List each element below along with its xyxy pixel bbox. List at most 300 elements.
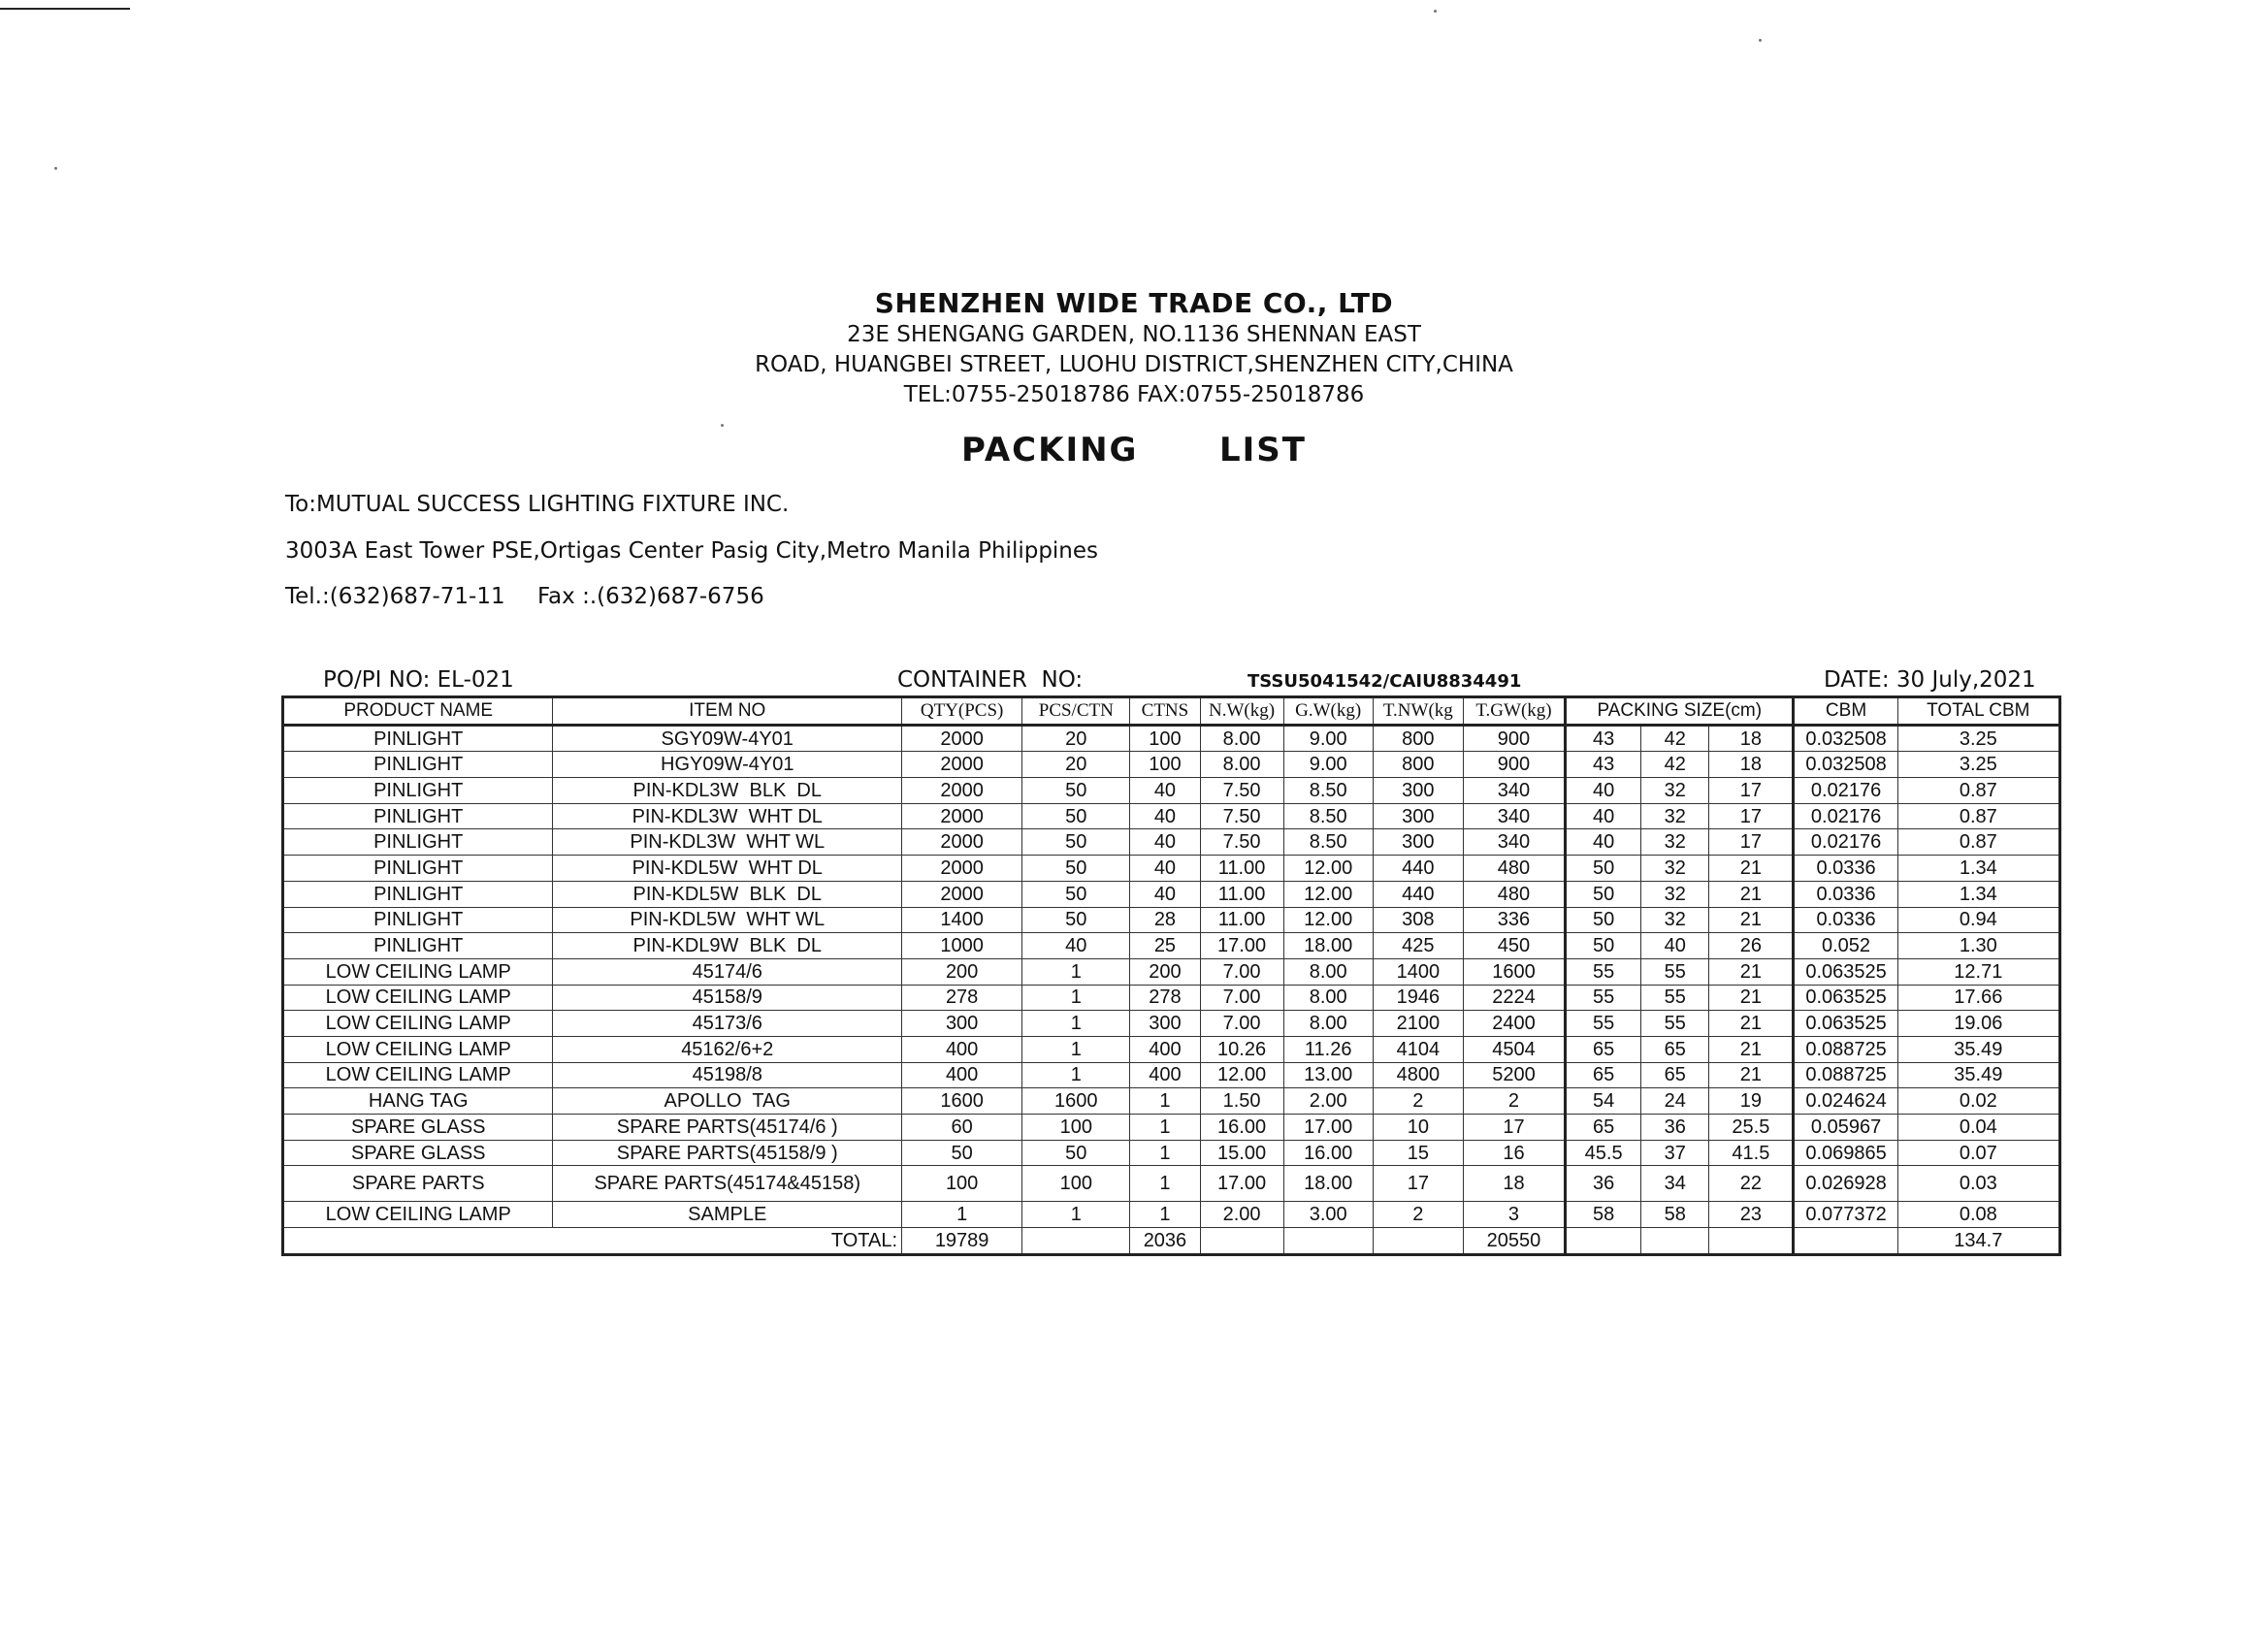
cell-product-name: SPARE PARTS (283, 1166, 553, 1202)
cell-length: 65 (1566, 1036, 1641, 1062)
recipient-tel: Tel.:(632)687-71-11 (285, 584, 505, 609)
cell-gw: 9.00 (1283, 752, 1373, 778)
cell-total-cbm: 0.87 (1897, 803, 2059, 829)
cell-height: 21 (1709, 1011, 1794, 1037)
table-row (283, 958, 2060, 985)
col-header-product-name: PRODUCT NAME (283, 697, 553, 726)
cell-total-cbm: 3.25 (1897, 752, 2059, 778)
cell-product-name: SPARE GLASS (283, 1115, 553, 1141)
cell-tgw: 4504 (1463, 1036, 1565, 1062)
cell-ctns: 100 (1130, 752, 1200, 778)
cell-ctns: 400 (1130, 1036, 1200, 1062)
table-row (283, 1011, 2060, 1037)
cell-height: 21 (1709, 958, 1794, 985)
cell-width: 55 (1641, 985, 1709, 1011)
cell-tgw: 340 (1463, 778, 1565, 804)
cell-gw: 3.00 (1283, 1202, 1373, 1228)
cell-ctns: 200 (1130, 958, 1200, 985)
cell-width: 32 (1641, 829, 1709, 856)
cell-cbm: 0.069865 (1794, 1140, 1897, 1166)
cell-pcs-ctn: 1 (1022, 985, 1130, 1011)
cell-qty: 2000 (902, 881, 1022, 907)
col-header-tnw: T.NW(kg (1373, 697, 1463, 726)
scan-speck (54, 167, 57, 170)
cell-pcs-ctn: 1 (1022, 1036, 1130, 1062)
cell-total-cbm: 0.87 (1897, 778, 2059, 804)
cell-ctns: 278 (1130, 985, 1200, 1011)
cell-total-cbm: 0.94 (1897, 907, 2059, 933)
cell-length: 58 (1566, 1202, 1641, 1228)
cell-gw: 17.00 (1283, 1115, 1373, 1141)
cell-pcs-ctn: 50 (1022, 829, 1130, 856)
cell-length: 50 (1566, 907, 1641, 933)
cell-width: 37 (1641, 1140, 1709, 1166)
cell-width: 32 (1641, 778, 1709, 804)
cell-product-name: PINLIGHT (283, 881, 553, 907)
cell-cbm: 0.0336 (1794, 856, 1897, 882)
cell-pcs-ctn: 50 (1022, 907, 1130, 933)
cell-pcs-ctn: 1 (1022, 958, 1130, 985)
cell-cbm: 0.02176 (1794, 829, 1897, 856)
scan-speck (1759, 39, 1762, 42)
cell-qty: 50 (902, 1140, 1022, 1166)
container-label: CONTAINER NO: (897, 667, 1084, 693)
cell-total-cbm: 0.87 (1897, 829, 2059, 856)
cell-item-no: SAMPLE (553, 1202, 902, 1228)
cell-total-cbm: 0.08 (1897, 1202, 2059, 1228)
cell-item-no: HGY09W-4Y01 (553, 752, 902, 778)
recipient-address: 3003A East Tower PSE,Ortigas Center Pasig City,Metro Manila Philippines (285, 538, 1099, 564)
cell-qty: 2000 (902, 778, 1022, 804)
cell-tgw: 340 (1463, 829, 1565, 856)
cell-qty: 1600 (902, 1088, 1022, 1115)
table-row (283, 1036, 2060, 1062)
cell-tgw: 340 (1463, 803, 1565, 829)
cell-cbm: 0.063525 (1794, 1011, 1897, 1037)
cell-nw: 8.00 (1200, 725, 1283, 752)
cell-cbm: 0.052 (1794, 933, 1897, 959)
cell-total-cbm: 19.06 (1897, 1011, 2059, 1037)
cell-product-name: PINLIGHT (283, 752, 553, 778)
cell-gw: 8.00 (1283, 958, 1373, 985)
cell-qty: 2000 (902, 856, 1022, 882)
cell-tnw: 425 (1373, 933, 1463, 959)
cell-pcs-ctn: 1600 (1022, 1088, 1130, 1115)
cell-nw: 1.50 (1200, 1088, 1283, 1115)
cell-length: 50 (1566, 933, 1641, 959)
cell-item-no: PIN-KDL3W WHT DL (553, 803, 902, 829)
col-header-item-no: ITEM NO (553, 697, 902, 726)
cell-product-name: HANG TAG (283, 1088, 553, 1115)
cell-height: 18 (1709, 752, 1794, 778)
cell-total-cbm: 1.34 (1897, 881, 2059, 907)
cell-height: 21 (1709, 985, 1794, 1011)
company-name: SHENZHEN WIDE TRADE CO., LTD (874, 287, 1394, 319)
recipient-fax: Fax :.(632)687-6756 (536, 584, 764, 609)
total-length-empty (1566, 1228, 1641, 1255)
total-tnw-empty (1373, 1228, 1463, 1255)
cell-total-cbm: 0.07 (1897, 1140, 2059, 1166)
top-rule (0, 8, 130, 10)
cell-tgw: 18 (1463, 1166, 1565, 1202)
col-header-ctns: CTNS (1130, 697, 1200, 726)
col-header-nw: N.W(kg) (1200, 697, 1283, 726)
cell-height: 41.5 (1709, 1140, 1794, 1166)
cell-qty: 2000 (902, 803, 1022, 829)
cell-cbm: 0.088725 (1794, 1036, 1897, 1062)
cell-cbm: 0.026928 (1794, 1166, 1897, 1202)
total-qty: 19789 (902, 1228, 1022, 1255)
cell-gw: 12.00 (1283, 907, 1373, 933)
cell-nw: 8.00 (1200, 752, 1283, 778)
cell-nw: 11.00 (1200, 907, 1283, 933)
col-header-total-cbm: TOTAL CBM (1897, 697, 2059, 726)
table-row (283, 1140, 2060, 1166)
cell-item-no: 45198/8 (553, 1062, 902, 1088)
cell-height: 17 (1709, 803, 1794, 829)
cell-length: 50 (1566, 856, 1641, 882)
cell-item-no: SPARE PARTS(45174/6 ) (553, 1115, 902, 1141)
cell-nw: 7.50 (1200, 778, 1283, 804)
cell-length: 65 (1566, 1062, 1641, 1088)
cell-tnw: 2100 (1373, 1011, 1463, 1037)
cell-item-no: PIN-KDL9W BLK DL (553, 933, 902, 959)
cell-ctns: 300 (1130, 1011, 1200, 1037)
cell-qty: 60 (902, 1115, 1022, 1141)
cell-height: 26 (1709, 933, 1794, 959)
cell-nw: 11.00 (1200, 881, 1283, 907)
cell-cbm: 0.05967 (1794, 1115, 1897, 1141)
cell-nw: 7.00 (1200, 958, 1283, 985)
cell-tgw: 16 (1463, 1140, 1565, 1166)
cell-height: 21 (1709, 881, 1794, 907)
cell-ctns: 40 (1130, 856, 1200, 882)
table-row (283, 985, 2060, 1011)
cell-pcs-ctn: 100 (1022, 1115, 1130, 1141)
col-header-tgw: T.GW(kg) (1463, 697, 1565, 726)
cell-length: 40 (1566, 829, 1641, 856)
cell-width: 32 (1641, 856, 1709, 882)
cell-width: 55 (1641, 1011, 1709, 1037)
cell-tnw: 1946 (1373, 985, 1463, 1011)
scan-speck (721, 424, 724, 427)
cell-tgw: 480 (1463, 856, 1565, 882)
cell-tnw: 308 (1373, 907, 1463, 933)
cell-item-no: 45158/9 (553, 985, 902, 1011)
cell-width: 32 (1641, 803, 1709, 829)
col-header-gw: G.W(kg) (1283, 697, 1373, 726)
col-header-cbm: CBM (1794, 697, 1897, 726)
container-number: TSSU5041542/CAIU8834491 (1247, 671, 1522, 692)
cell-total-cbm: 35.49 (1897, 1062, 2059, 1088)
cell-tgw: 1600 (1463, 958, 1565, 985)
table-row (283, 1166, 2060, 1202)
cell-tgw: 2224 (1463, 985, 1565, 1011)
cell-pcs-ctn: 20 (1022, 752, 1130, 778)
cell-gw: 8.00 (1283, 985, 1373, 1011)
total-pcs-ctn-empty (1022, 1228, 1130, 1255)
table-row (283, 1202, 2060, 1228)
recipient-contact (285, 584, 764, 609)
cell-product-name: LOW CEILING LAMP (283, 1062, 553, 1088)
cell-width: 32 (1641, 881, 1709, 907)
cell-cbm: 0.02176 (1794, 778, 1897, 804)
recipient-name: To:MUTUAL SUCCESS LIGHTING FIXTURE INC. (285, 492, 790, 517)
cell-gw: 8.00 (1283, 1011, 1373, 1037)
cell-length: 55 (1566, 1011, 1641, 1037)
cell-tnw: 440 (1373, 881, 1463, 907)
cell-tnw: 10 (1373, 1115, 1463, 1141)
table-row (283, 933, 2060, 959)
cell-cbm: 0.032508 (1794, 725, 1897, 752)
cell-qty: 400 (902, 1062, 1022, 1088)
cell-product-name: LOW CEILING LAMP (283, 1011, 553, 1037)
cell-pcs-ctn: 50 (1022, 1140, 1130, 1166)
cell-length: 43 (1566, 725, 1641, 752)
cell-qty: 300 (902, 1011, 1022, 1037)
cell-cbm: 0.088725 (1794, 1062, 1897, 1088)
cell-total-cbm: 12.71 (1897, 958, 2059, 985)
table-row (283, 778, 2060, 804)
cell-total-cbm: 3.25 (1897, 725, 2059, 752)
cell-qty: 200 (902, 958, 1022, 985)
cell-item-no: PIN-KDL5W WHT DL (553, 856, 902, 882)
cell-tnw: 4104 (1373, 1036, 1463, 1062)
cell-width: 36 (1641, 1115, 1709, 1141)
cell-nw: 12.00 (1200, 1062, 1283, 1088)
cell-item-no: PIN-KDL3W BLK DL (553, 778, 902, 804)
cell-length: 45.5 (1566, 1140, 1641, 1166)
cell-pcs-ctn: 50 (1022, 778, 1130, 804)
total-cbm-empty (1794, 1228, 1897, 1255)
cell-product-name: PINLIGHT (283, 829, 553, 856)
cell-nw: 7.00 (1200, 985, 1283, 1011)
total-ctns: 2036 (1130, 1228, 1200, 1255)
cell-pcs-ctn: 1 (1022, 1011, 1130, 1037)
cell-pcs-ctn: 50 (1022, 803, 1130, 829)
table-row (283, 856, 2060, 882)
cell-ctns: 1 (1130, 1088, 1200, 1115)
cell-tgw: 17 (1463, 1115, 1565, 1141)
cell-ctns: 1 (1130, 1115, 1200, 1141)
table-row (283, 725, 2060, 752)
cell-width: 42 (1641, 725, 1709, 752)
cell-tgw: 5200 (1463, 1062, 1565, 1088)
cell-ctns: 40 (1130, 778, 1200, 804)
cell-tnw: 800 (1373, 752, 1463, 778)
total-label: TOTAL: (283, 1228, 902, 1255)
total-width-empty (1641, 1228, 1709, 1255)
table-row (283, 803, 2060, 829)
cell-total-cbm: 0.02 (1897, 1088, 2059, 1115)
cell-ctns: 40 (1130, 881, 1200, 907)
cell-gw: 8.50 (1283, 829, 1373, 856)
cell-total-cbm: 17.66 (1897, 985, 2059, 1011)
cell-tgw: 2 (1463, 1088, 1565, 1115)
cell-qty: 2000 (902, 829, 1022, 856)
cell-width: 65 (1641, 1062, 1709, 1088)
cell-length: 50 (1566, 881, 1641, 907)
cell-nw: 11.00 (1200, 856, 1283, 882)
cell-ctns: 40 (1130, 803, 1200, 829)
cell-gw: 11.26 (1283, 1036, 1373, 1062)
cell-height: 25.5 (1709, 1115, 1794, 1141)
cell-tgw: 3 (1463, 1202, 1565, 1228)
cell-tnw: 15 (1373, 1140, 1463, 1166)
cell-product-name: PINLIGHT (283, 778, 553, 804)
cell-product-name: SPARE GLASS (283, 1140, 553, 1166)
cell-nw: 15.00 (1200, 1140, 1283, 1166)
cell-nw: 10.26 (1200, 1036, 1283, 1062)
cell-total-cbm: 35.49 (1897, 1036, 2059, 1062)
cell-length: 40 (1566, 803, 1641, 829)
document-title: PACKING LIST (961, 431, 1307, 469)
total-gw-empty (1283, 1228, 1373, 1255)
table-row (283, 907, 2060, 933)
cell-tnw: 300 (1373, 803, 1463, 829)
cell-tnw: 4800 (1373, 1062, 1463, 1088)
cell-product-name: PINLIGHT (283, 856, 553, 882)
cell-gw: 8.50 (1283, 778, 1373, 804)
cell-width: 58 (1641, 1202, 1709, 1228)
cell-height: 19 (1709, 1088, 1794, 1115)
cell-cbm: 0.077372 (1794, 1202, 1897, 1228)
cell-height: 21 (1709, 1062, 1794, 1088)
cell-nw: 16.00 (1200, 1115, 1283, 1141)
cell-gw: 18.00 (1283, 933, 1373, 959)
table-row (283, 1115, 2060, 1141)
cell-item-no: SPARE PARTS(45174&45158) (553, 1166, 902, 1202)
cell-height: 23 (1709, 1202, 1794, 1228)
company-tel-fax: TEL:0755-25018786 FAX:0755-25018786 (903, 382, 1365, 407)
cell-nw: 17.00 (1200, 1166, 1283, 1202)
cell-tgw: 900 (1463, 752, 1565, 778)
cell-width: 55 (1641, 958, 1709, 985)
cell-tgw: 450 (1463, 933, 1565, 959)
cell-gw: 18.00 (1283, 1166, 1373, 1202)
cell-height: 17 (1709, 778, 1794, 804)
cell-ctns: 1 (1130, 1166, 1200, 1202)
cell-cbm: 0.024624 (1794, 1088, 1897, 1115)
cell-product-name: LOW CEILING LAMP (283, 1036, 553, 1062)
cell-tnw: 440 (1373, 856, 1463, 882)
table-row (283, 829, 2060, 856)
cell-ctns: 1 (1130, 1202, 1200, 1228)
cell-pcs-ctn: 20 (1022, 725, 1130, 752)
cell-pcs-ctn: 40 (1022, 933, 1130, 959)
company-address-line1: 23E SHENGANG GARDEN, NO.1136 SHENNAN EAST (847, 322, 1421, 347)
cell-nw: 7.50 (1200, 829, 1283, 856)
cell-cbm: 0.02176 (1794, 803, 1897, 829)
cell-nw: 2.00 (1200, 1202, 1283, 1228)
cell-height: 18 (1709, 725, 1794, 752)
table-row (283, 752, 2060, 778)
cell-qty: 400 (902, 1036, 1022, 1062)
cell-qty: 278 (902, 985, 1022, 1011)
table-row (283, 881, 2060, 907)
total-cbm-sum: 134.7 (1897, 1228, 2059, 1255)
cell-pcs-ctn: 50 (1022, 856, 1130, 882)
cell-item-no: SPARE PARTS(45158/9 ) (553, 1140, 902, 1166)
cell-cbm: 0.0336 (1794, 907, 1897, 933)
po-number: PO/PI NO: EL-021 (323, 667, 514, 693)
cell-ctns: 400 (1130, 1062, 1200, 1088)
cell-height: 21 (1709, 856, 1794, 882)
cell-qty: 2000 (902, 725, 1022, 752)
cell-height: 17 (1709, 829, 1794, 856)
cell-width: 32 (1641, 907, 1709, 933)
cell-width: 42 (1641, 752, 1709, 778)
cell-width: 40 (1641, 933, 1709, 959)
cell-product-name: PINLIGHT (283, 803, 553, 829)
cell-item-no: 45162/6+2 (553, 1036, 902, 1062)
cell-height: 22 (1709, 1166, 1794, 1202)
cell-tnw: 2 (1373, 1088, 1463, 1115)
cell-gw: 13.00 (1283, 1062, 1373, 1088)
cell-total-cbm: 0.04 (1897, 1115, 2059, 1141)
cell-nw: 7.50 (1200, 803, 1283, 829)
cell-length: 40 (1566, 778, 1641, 804)
cell-nw: 17.00 (1200, 933, 1283, 959)
cell-pcs-ctn: 100 (1022, 1166, 1130, 1202)
cell-item-no: SGY09W-4Y01 (553, 725, 902, 752)
cell-qty: 100 (902, 1166, 1022, 1202)
cell-length: 55 (1566, 985, 1641, 1011)
cell-product-name: PINLIGHT (283, 725, 553, 752)
cell-cbm: 0.063525 (1794, 985, 1897, 1011)
cell-product-name: PINLIGHT (283, 933, 553, 959)
cell-total-cbm: 1.30 (1897, 933, 2059, 959)
cell-gw: 12.00 (1283, 856, 1373, 882)
cell-tnw: 800 (1373, 725, 1463, 752)
cell-product-name: LOW CEILING LAMP (283, 985, 553, 1011)
cell-pcs-ctn: 1 (1022, 1202, 1130, 1228)
cell-height: 21 (1709, 1036, 1794, 1062)
cell-total-cbm: 1.34 (1897, 856, 2059, 882)
cell-tgw: 480 (1463, 881, 1565, 907)
cell-item-no: PIN-KDL5W WHT WL (553, 907, 902, 933)
table-header-row (283, 697, 2060, 726)
col-header-pcs-ctn: PCS/CTN (1022, 697, 1130, 726)
scan-speck (1434, 10, 1437, 13)
cell-tnw: 1400 (1373, 958, 1463, 985)
cell-item-no: PIN-KDL5W BLK DL (553, 881, 902, 907)
cell-cbm: 0.032508 (1794, 752, 1897, 778)
total-nw-empty (1200, 1228, 1283, 1255)
col-header-qty: QTY(PCS) (902, 697, 1022, 726)
cell-length: 65 (1566, 1115, 1641, 1141)
company-address-line2: ROAD, HUANGBEI STREET, LUOHU DISTRICT,SHENZHEN CITY,CHINA (755, 352, 1513, 377)
cell-tgw: 336 (1463, 907, 1565, 933)
cell-item-no: 45174/6 (553, 958, 902, 985)
table-total-row (283, 1228, 2060, 1255)
cell-ctns: 100 (1130, 725, 1200, 752)
cell-tnw: 300 (1373, 829, 1463, 856)
cell-nw: 7.00 (1200, 1011, 1283, 1037)
document-date: DATE: 30 July,2021 (1824, 667, 2036, 693)
cell-gw: 16.00 (1283, 1140, 1373, 1166)
cell-tnw: 17 (1373, 1166, 1463, 1202)
cell-ctns: 40 (1130, 829, 1200, 856)
total-tgw: 20550 (1463, 1228, 1565, 1255)
cell-qty: 2000 (902, 752, 1022, 778)
cell-length: 55 (1566, 958, 1641, 985)
cell-width: 24 (1641, 1088, 1709, 1115)
cell-pcs-ctn: 50 (1022, 881, 1130, 907)
cell-product-name: LOW CEILING LAMP (283, 1202, 553, 1228)
col-header-packing-size: PACKING SIZE(cm) (1566, 697, 1794, 726)
cell-qty: 1000 (902, 933, 1022, 959)
